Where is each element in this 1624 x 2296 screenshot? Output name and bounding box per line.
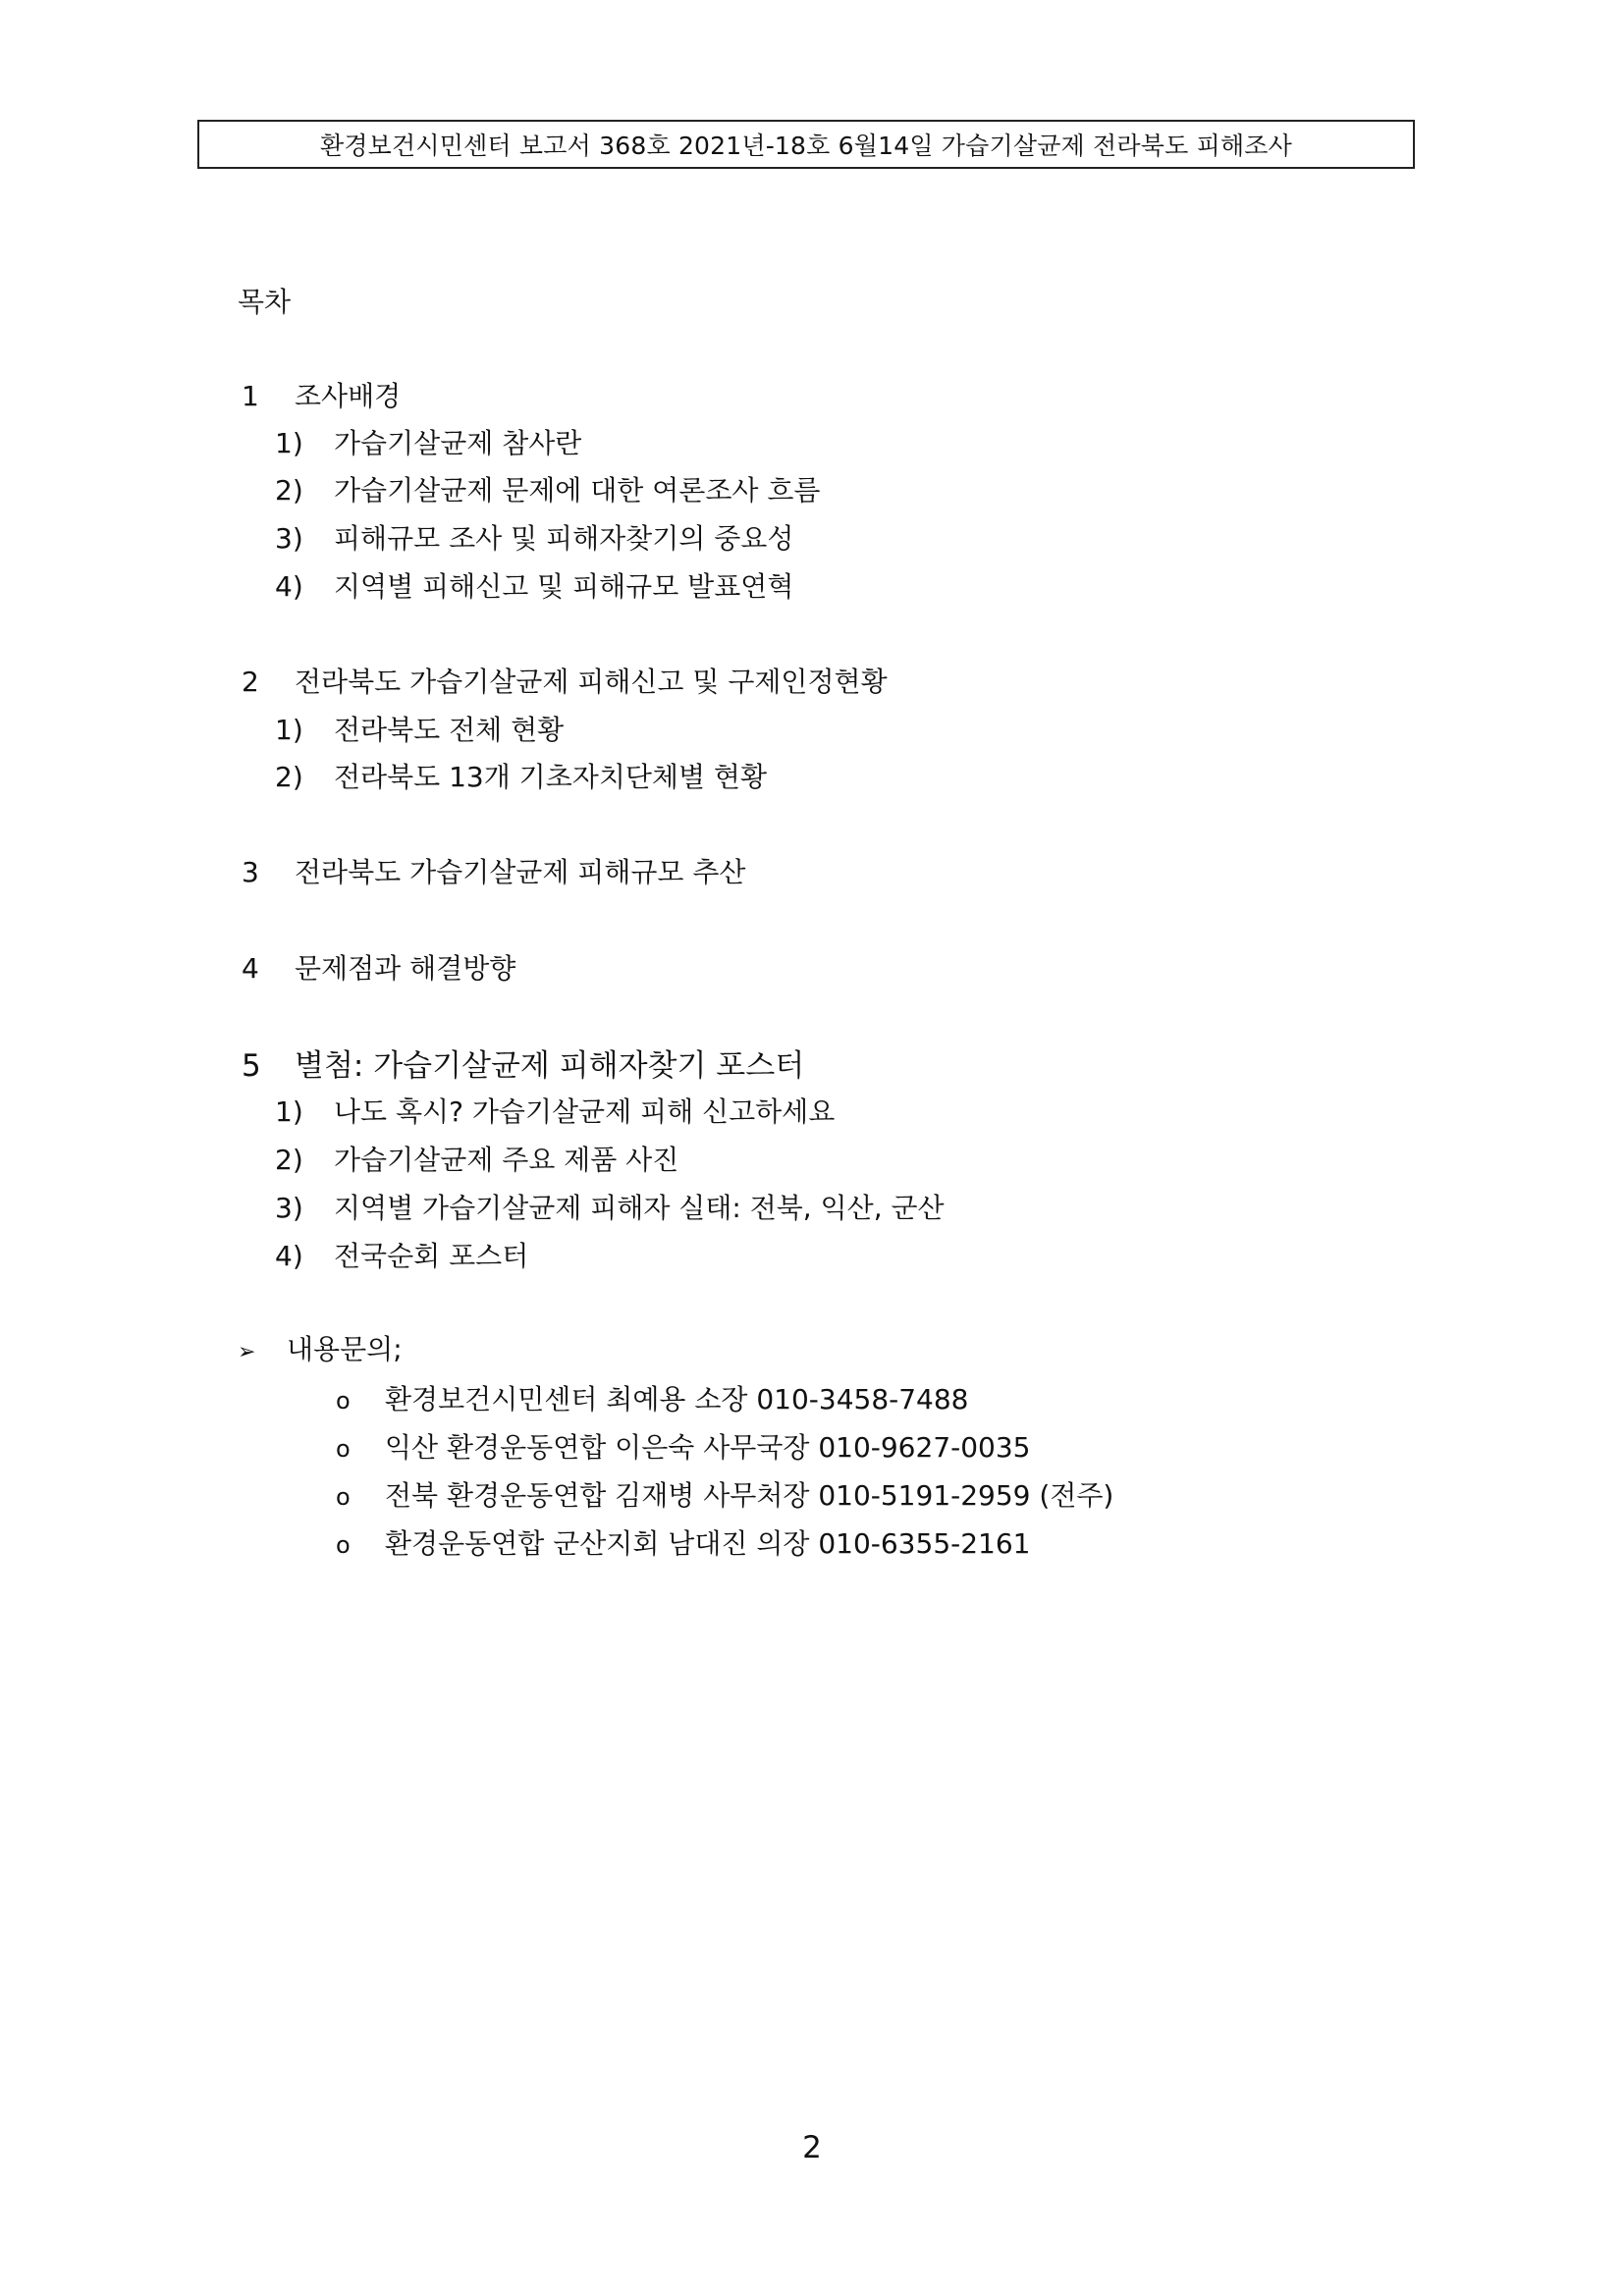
- item-text: 피해규모 조사 및 피해자찾기의 중요성: [334, 522, 794, 555]
- contact-item-1: [336, 1378, 969, 1417]
- toc-section-5: [242, 1041, 804, 1085]
- toc-item-1-3: [275, 517, 793, 557]
- item-number: 3): [275, 1192, 303, 1224]
- item-number: 4): [275, 570, 303, 603]
- item-number: 1): [275, 1095, 303, 1128]
- contact-item-4: [336, 1522, 1031, 1562]
- toc-item-1-1: [275, 422, 581, 461]
- section-number: 4: [242, 952, 259, 985]
- contact-text: 환경운동연합 군산지회 남대진 의장 010-6355-2161: [385, 1527, 1031, 1560]
- contact-heading: [238, 1328, 403, 1367]
- contact-text: 전북 환경운동연합 김재병 사무처장 010-5191-2959 (전주): [385, 1479, 1114, 1512]
- item-text: 나도 혹시? 가습기살균제 피해 신고하세요: [334, 1095, 836, 1128]
- item-number: 2): [275, 474, 303, 507]
- section-number: 2: [242, 666, 259, 698]
- item-text: 전국순회 포스터: [334, 1240, 529, 1272]
- toc-section-4: [242, 947, 515, 987]
- section-title: 전라북도 가습기살균제 피해규모 추산: [295, 856, 746, 888]
- section-number: 5: [242, 1048, 261, 1084]
- toc-section-2: [242, 661, 888, 700]
- item-text: 전라북도 전체 현황: [334, 714, 565, 746]
- item-text: 가습기살균제 문제에 대한 여론조사 흐름: [334, 474, 821, 507]
- contact-item-2: [336, 1426, 1031, 1466]
- toc-item-5-4: [275, 1235, 528, 1274]
- circle-bullet-icon: o: [336, 1483, 351, 1511]
- toc-section-3: [242, 851, 745, 890]
- toc-item-1-2: [275, 469, 820, 508]
- item-number: 3): [275, 522, 303, 555]
- item-number: 2): [275, 1144, 303, 1176]
- toc-item-5-2: [275, 1139, 678, 1178]
- item-number: 1): [275, 427, 303, 459]
- toc-item-5-1: [275, 1091, 835, 1130]
- toc-item-2-2: [275, 756, 767, 795]
- item-text: 가습기살균제 참사란: [334, 427, 582, 459]
- contact-heading-text: 내용문의;: [287, 1333, 403, 1365]
- item-text: 지역별 피해신고 및 피해규모 발표연혁: [334, 570, 794, 603]
- item-number: 1): [275, 714, 303, 746]
- contact-item-3: [336, 1474, 1113, 1514]
- report-header-text: 환경보건시민센터 보고서 368호 2021년-18호 6월14일 가습기살균제 전라북도 피해조사: [319, 132, 1293, 160]
- toc-title: 목차: [238, 286, 292, 318]
- section-title: 별첨: 가습기살균제 피해자찾기 포스터: [295, 1048, 805, 1084]
- toc-section-1: [242, 375, 401, 414]
- section-number: 3: [242, 856, 259, 888]
- contact-text: 환경보건시민센터 최예용 소장 010-3458-7488: [385, 1383, 969, 1415]
- section-title: 문제점과 해결방향: [295, 952, 516, 985]
- item-text: 가습기살균제 주요 제품 사진: [334, 1144, 679, 1176]
- report-header: [197, 120, 1415, 169]
- section-title: 조사배경: [295, 380, 402, 412]
- section-number: 1: [242, 380, 259, 412]
- page-number: 2: [802, 2130, 822, 2165]
- toc-item-1-4: [275, 565, 793, 605]
- item-text: 지역별 가습기살균제 피해자 실태: 전북, 익산, 군산: [334, 1192, 945, 1224]
- toc-item-5-3: [275, 1187, 945, 1226]
- arrow-bullet-icon: ➢: [238, 1340, 256, 1364]
- circle-bullet-icon: o: [336, 1531, 351, 1559]
- toc-item-2-1: [275, 709, 564, 748]
- section-title: 전라북도 가습기살균제 피해신고 및 구제인정현황: [295, 666, 888, 698]
- circle-bullet-icon: o: [336, 1387, 351, 1415]
- circle-bullet-icon: o: [336, 1435, 351, 1463]
- item-number: 4): [275, 1240, 303, 1272]
- contact-text: 익산 환경운동연합 이은숙 사무국장 010-9627-0035: [385, 1431, 1031, 1464]
- item-number: 2): [275, 761, 303, 793]
- item-text: 전라북도 13개 기초자치단체별 현황: [334, 761, 768, 793]
